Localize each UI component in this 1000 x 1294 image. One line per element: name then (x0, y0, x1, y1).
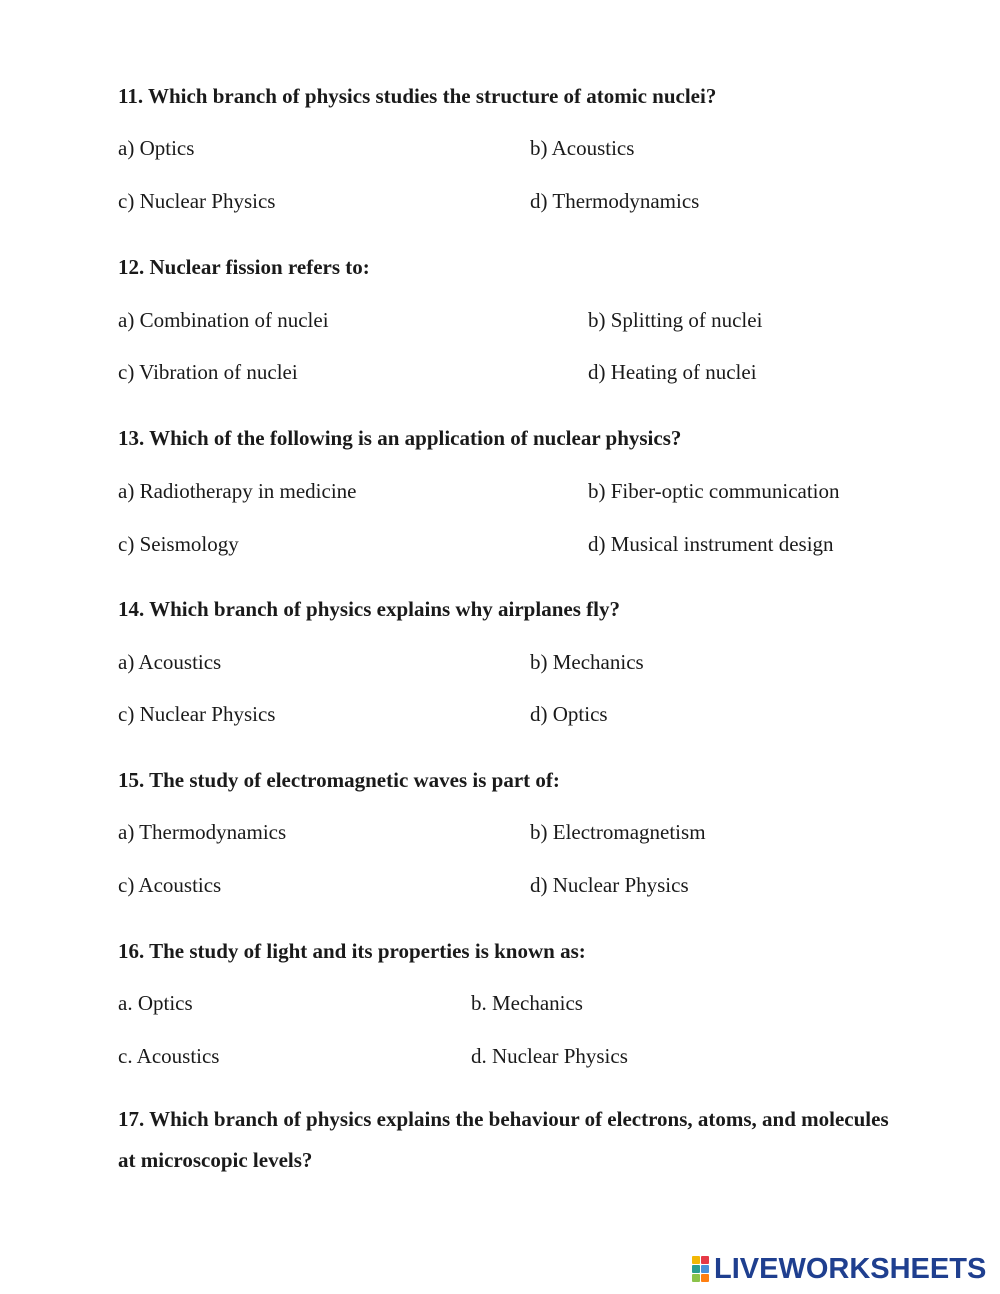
question-14-option-d: d) Optics (530, 702, 608, 726)
question-16-option-b: b. Mechanics (471, 991, 583, 1015)
question-14-option-a: a) Acoustics (118, 650, 222, 674)
question-15-option-d: d) Nuclear Physics (530, 873, 689, 897)
question-11-option-c: c) Nuclear Physics (118, 189, 276, 213)
logo-block (701, 1274, 709, 1282)
question-12-option-c: c) Vibration of nuclei (118, 360, 298, 384)
logo-block (692, 1256, 700, 1264)
logo-blocks-icon (692, 1256, 710, 1282)
question-16-option-c: c. Acoustics (118, 1044, 220, 1068)
question-12-option-b: b) Splitting of nuclei (588, 308, 763, 332)
question-11-option-d: d) Thermodynamics (530, 189, 700, 213)
question-13-option-a: a) Radiotherapy in medicine (118, 479, 357, 503)
logo-block (701, 1256, 709, 1264)
question-11-text: 11. Which branch of physics studies the structure of atomic nuclei? (118, 84, 717, 108)
logo-block (692, 1274, 700, 1282)
logo-text: LIVEWORKSHEETS (714, 1253, 987, 1285)
question-12-option-d: d) Heating of nuclei (588, 360, 757, 384)
question-13-text: 13. Which of the following is an application of nuclear physics? (118, 426, 682, 450)
question-15-option-a: a) Thermodynamics (118, 820, 287, 844)
question-14-option-c: c) Nuclear Physics (118, 702, 276, 726)
question-13-option-d: d) Musical instrument design (588, 532, 834, 556)
question-15-text: 15. The study of electromagnetic waves is part of: (118, 768, 560, 792)
question-15-option-c: c) Acoustics (118, 873, 222, 897)
question-12-text: 12. Nuclear fission refers to: (118, 255, 370, 279)
logo-block (701, 1265, 709, 1273)
question-16-option-a: a. Optics (118, 991, 193, 1015)
question-14-option-b: b) Mechanics (530, 650, 644, 674)
liveworksheets-logo (692, 1254, 986, 1284)
question-14-text: 14. Which branch of physics explains why airplanes fly? (118, 597, 620, 621)
question-13-option-c: c) Seismology (118, 532, 239, 556)
question-15-option-b: b) Electromagnetism (530, 820, 706, 844)
question-13-option-b: b) Fiber-optic communication (588, 479, 840, 503)
question-12-option-a: a) Combination of nuclei (118, 308, 329, 332)
question-16-option-d: d. Nuclear Physics (471, 1044, 628, 1068)
question-17-text: 17. Which branch of physics explains the behaviour of electrons, atoms, and molecules at microscopic levels? (118, 1107, 889, 1172)
question-11-option-a: a) Optics (118, 136, 195, 160)
question-16-text: 16. The study of light and its properties is known as: (118, 939, 586, 963)
logo-block (692, 1265, 700, 1273)
question-11-option-b: b) Acoustics (530, 136, 635, 160)
